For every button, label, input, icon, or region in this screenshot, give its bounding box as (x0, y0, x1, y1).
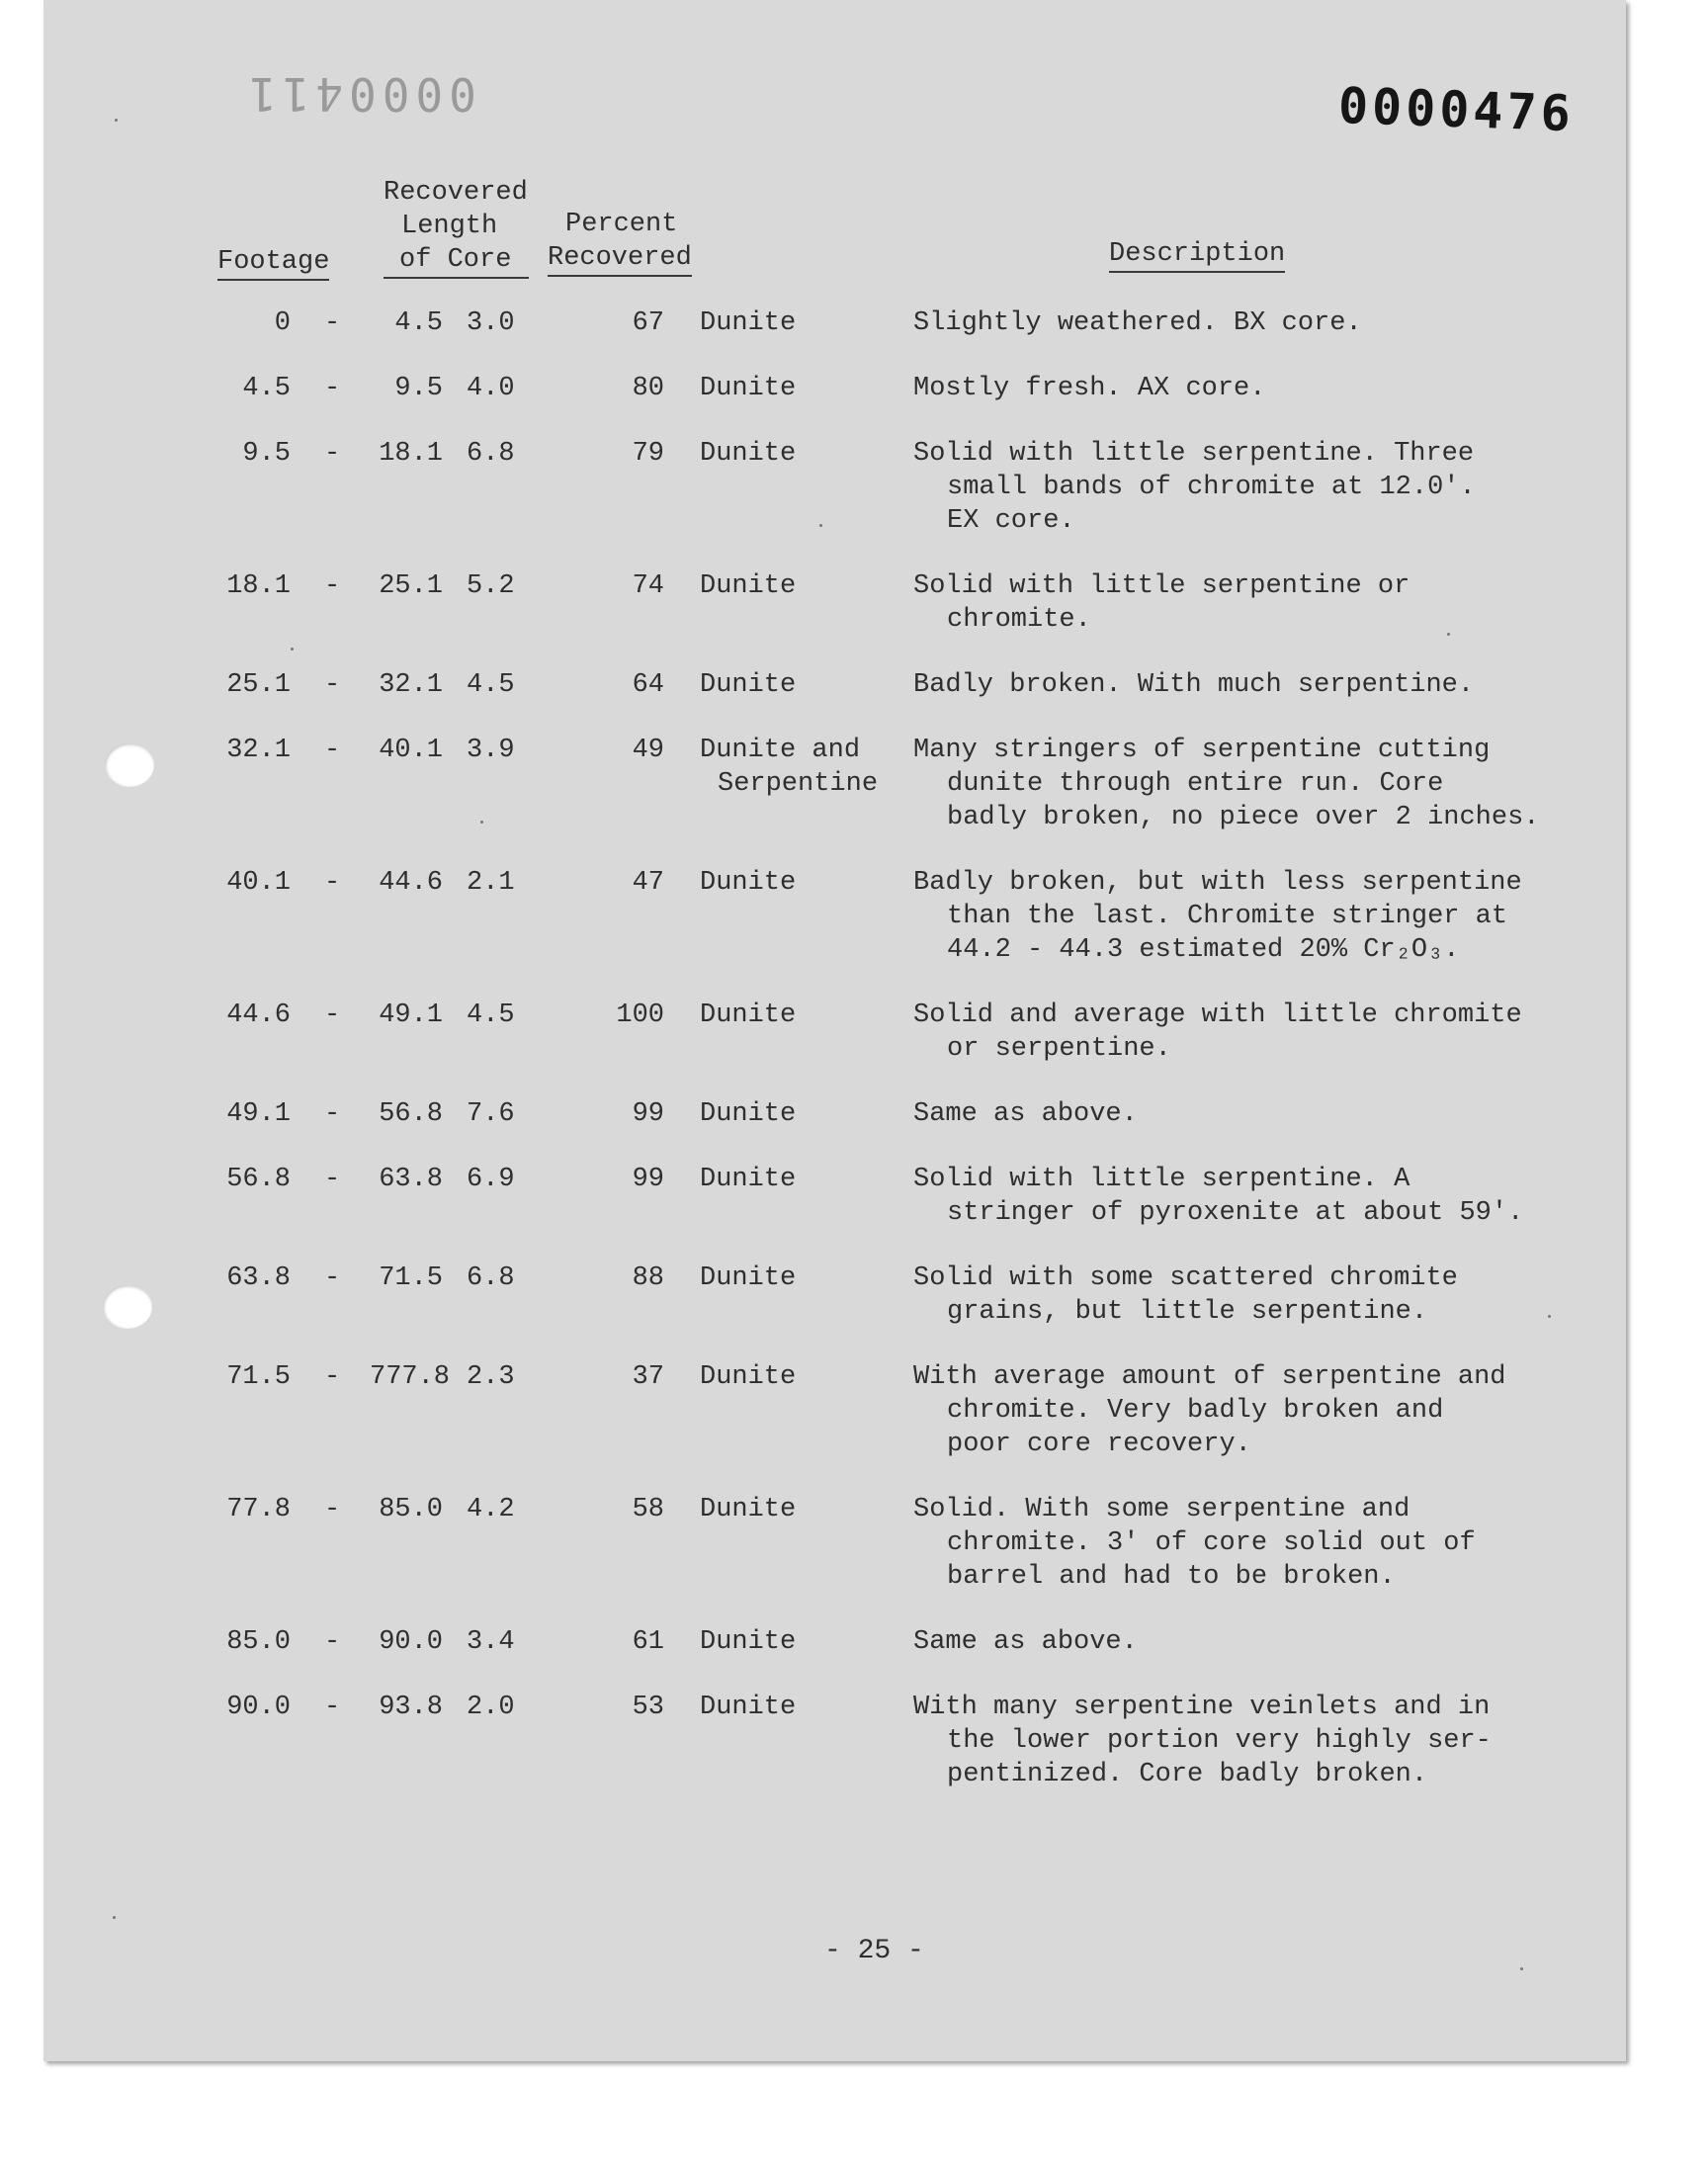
description-line: barrel and had to be broken. (947, 1562, 1396, 1592)
speck (480, 821, 483, 824)
description-line: chromite. Very badly broken and (947, 1396, 1444, 1426)
percent-recovered: 80 (632, 374, 664, 403)
footage-dash: - (324, 1000, 341, 1030)
footage-to: 18.1 (379, 439, 443, 469)
description-cell (913, 668, 1605, 702)
recovered-length: 2.0 (467, 1693, 515, 1722)
header-footage: Footage (217, 245, 329, 281)
description-line: than the last. Chromite stringer at (947, 902, 1508, 931)
punch-hole-upper (105, 743, 154, 787)
recovered-length: 7.6 (467, 1099, 515, 1129)
rock-type: Dunite (700, 1627, 797, 1657)
description-cell (913, 866, 1605, 967)
recovered-length: 4.2 (467, 1495, 515, 1524)
description-line: the lower portion very highly ser- (947, 1726, 1492, 1756)
recovered-length: 6.9 (467, 1165, 515, 1194)
footage-to: 777.8 (370, 1362, 451, 1392)
description-cell (913, 569, 1605, 637)
description-cell (913, 437, 1605, 538)
description-cell (913, 1493, 1605, 1594)
footage-dash: - (324, 374, 341, 403)
description-line: stringer of pyroxenite at about 59'. (947, 1198, 1524, 1228)
header-description: Description (1109, 237, 1285, 273)
footage-dash: - (324, 736, 341, 765)
footage-to: 49.1 (379, 1000, 443, 1030)
description-line: pentinized. Core badly broken. (947, 1760, 1428, 1789)
footage-to: 44.6 (379, 868, 443, 898)
footage-to: 4.5 (394, 308, 443, 338)
percent-recovered: 74 (632, 571, 664, 601)
rock-type: Dunite (700, 571, 797, 601)
footage-dash: - (324, 1627, 341, 1657)
percent-recovered: 53 (632, 1693, 664, 1722)
rock-type: Dunite (700, 1362, 797, 1392)
rock-type: Dunite (700, 374, 797, 403)
recovered-length: 4.0 (467, 374, 515, 403)
description-line: Solid. With some serpentine and (913, 1495, 1410, 1524)
footage-from: 9.5 (242, 439, 291, 469)
description-cell (913, 1262, 1605, 1329)
description-line: or serpentine. (947, 1034, 1171, 1064)
recovered-length: 3.0 (467, 308, 515, 338)
footage-dash: - (324, 308, 341, 338)
rock-type: Serpentine (718, 769, 879, 799)
description-line: chromite. (947, 605, 1091, 635)
footage-dash: - (324, 571, 341, 601)
footage-from: 77.8 (226, 1495, 291, 1524)
header-recovered-line3: of Core (384, 243, 529, 279)
footage-to: 9.5 (394, 374, 443, 403)
rock-type: Dunite (700, 1165, 797, 1194)
footage-from: 63.8 (226, 1263, 291, 1293)
description-line: 44.2 - 44.3 estimated 20% Cr₂O₃. (947, 935, 1460, 965)
speck (1520, 1967, 1523, 1970)
footage-from: 71.5 (226, 1362, 291, 1392)
footage-to: 63.8 (379, 1165, 443, 1194)
speck (113, 1916, 116, 1919)
footage-dash: - (324, 439, 341, 469)
footage-from: 90.0 (226, 1693, 291, 1722)
rock-type: Dunite (700, 1099, 797, 1129)
description-cell (913, 1163, 1605, 1230)
rock-type: Dunite (700, 439, 797, 469)
stamp-top-left: 0000411 (243, 67, 476, 121)
footage-to: 25.1 (379, 571, 443, 601)
description-line: small bands of chromite at 12.0'. (947, 473, 1476, 502)
speck (291, 648, 294, 651)
footage-to: 40.1 (379, 736, 443, 765)
footage-from: 44.6 (226, 1000, 291, 1030)
description-line: Same as above. (913, 1099, 1138, 1129)
percent-recovered: 58 (632, 1495, 664, 1524)
rock-type: Dunite (700, 868, 797, 898)
description-line: With many serpentine veinlets and in (913, 1693, 1491, 1722)
footage-from: 0 (274, 308, 291, 338)
speck (819, 524, 822, 527)
rock-type: Dunite and (700, 736, 861, 765)
footage-from: 25.1 (226, 670, 291, 700)
recovered-length: 4.5 (467, 670, 515, 700)
description-line: Many stringers of serpentine cutting (913, 736, 1491, 765)
recovered-length: 3.9 (467, 736, 515, 765)
recovered-length: 5.2 (467, 571, 515, 601)
percent-recovered: 64 (632, 670, 664, 700)
description-cell (913, 1625, 1605, 1659)
footage-to: 71.5 (379, 1263, 443, 1293)
stamp-top-right: 0000476 (1337, 76, 1576, 143)
rock-type: Dunite (700, 1263, 797, 1293)
percent-recovered: 61 (632, 1627, 664, 1657)
recovered-length: 2.3 (467, 1362, 515, 1392)
description-cell (913, 372, 1605, 405)
description-cell (913, 999, 1605, 1066)
percent-recovered: 37 (632, 1362, 664, 1392)
rock-type: Dunite (700, 308, 797, 338)
description-line: Same as above. (913, 1627, 1138, 1657)
header-recovered-line2: Length (401, 212, 498, 241)
header-percent-line1: Percent (565, 210, 678, 239)
percent-recovered: 99 (632, 1099, 664, 1129)
footage-dash: - (324, 1693, 341, 1722)
footage-dash: - (324, 1362, 341, 1392)
speck (1548, 1315, 1551, 1318)
recovered-length: 6.8 (467, 1263, 515, 1293)
rock-type: Dunite (700, 1693, 797, 1722)
footage-from: 4.5 (242, 374, 291, 403)
footage-from: 18.1 (226, 571, 291, 601)
description-cell (913, 1691, 1605, 1791)
footage-to: 93.8 (379, 1693, 443, 1722)
document-page (43, 0, 1626, 2061)
speck (115, 119, 118, 122)
footage-to: 56.8 (379, 1099, 443, 1129)
rock-type: Dunite (700, 1000, 797, 1030)
rock-type: Dunite (700, 670, 797, 700)
punch-hole-lower (103, 1285, 152, 1329)
rock-type: Dunite (700, 1495, 797, 1524)
header-recovered-line1: Recovered (384, 178, 528, 208)
recovered-length: 2.1 (467, 868, 515, 898)
percent-recovered: 88 (632, 1263, 664, 1293)
recovered-length: 4.5 (467, 1000, 515, 1030)
footage-from: 32.1 (226, 736, 291, 765)
page-number: - 25 - (824, 1936, 924, 1966)
footage-from: 56.8 (226, 1165, 291, 1194)
description-cell (913, 1360, 1605, 1461)
footage-dash: - (324, 1495, 341, 1524)
footage-to: 32.1 (379, 670, 443, 700)
description-cell (913, 734, 1605, 834)
recovered-length: 6.8 (467, 439, 515, 469)
footage-from: 40.1 (226, 868, 291, 898)
description-line: Badly broken, but with less serpentine (913, 868, 1522, 898)
percent-recovered: 100 (616, 1000, 664, 1030)
description-line: grains, but little serpentine. (947, 1297, 1428, 1327)
speck (1447, 633, 1450, 636)
percent-recovered: 99 (632, 1165, 664, 1194)
footage-dash: - (324, 670, 341, 700)
percent-recovered: 67 (632, 308, 664, 338)
percent-recovered: 49 (632, 736, 664, 765)
percent-recovered: 47 (632, 868, 664, 898)
description-line: Solid with some scattered chromite (913, 1263, 1458, 1293)
description-line: Solid with little serpentine. Three (913, 439, 1475, 469)
description-line: poor core recovery. (947, 1430, 1251, 1459)
description-line: Slightly weathered. BX core. (913, 308, 1362, 338)
footage-from: 85.0 (226, 1627, 291, 1657)
description-line: dunite through entire run. Core (947, 769, 1444, 799)
description-line: Badly broken. With much serpentine. (913, 670, 1475, 700)
description-cell (913, 306, 1605, 340)
footage-dash: - (324, 868, 341, 898)
percent-recovered: 79 (632, 439, 664, 469)
header-percent-line2: Recovered (548, 241, 692, 277)
description-line: With average amount of serpentine and (913, 1362, 1506, 1392)
footage-dash: - (324, 1099, 341, 1129)
footage-dash: - (324, 1263, 341, 1293)
footage-to: 85.0 (379, 1495, 443, 1524)
description-line: badly broken, no piece over 2 inches. (947, 803, 1540, 832)
footage-to: 90.0 (379, 1627, 443, 1657)
recovered-length: 3.4 (467, 1627, 515, 1657)
description-line: chromite. 3' of core solid out of (947, 1528, 1476, 1558)
description-line: EX core. (947, 506, 1075, 536)
description-line: Solid and average with little chromite (913, 1000, 1522, 1030)
footage-from: 49.1 (226, 1099, 291, 1129)
description-line: Solid with little serpentine or (913, 571, 1410, 601)
footage-dash: - (324, 1165, 341, 1194)
description-cell (913, 1097, 1605, 1131)
description-line: Mostly fresh. AX core. (913, 374, 1266, 403)
description-line: Solid with little serpentine. A (913, 1165, 1410, 1194)
